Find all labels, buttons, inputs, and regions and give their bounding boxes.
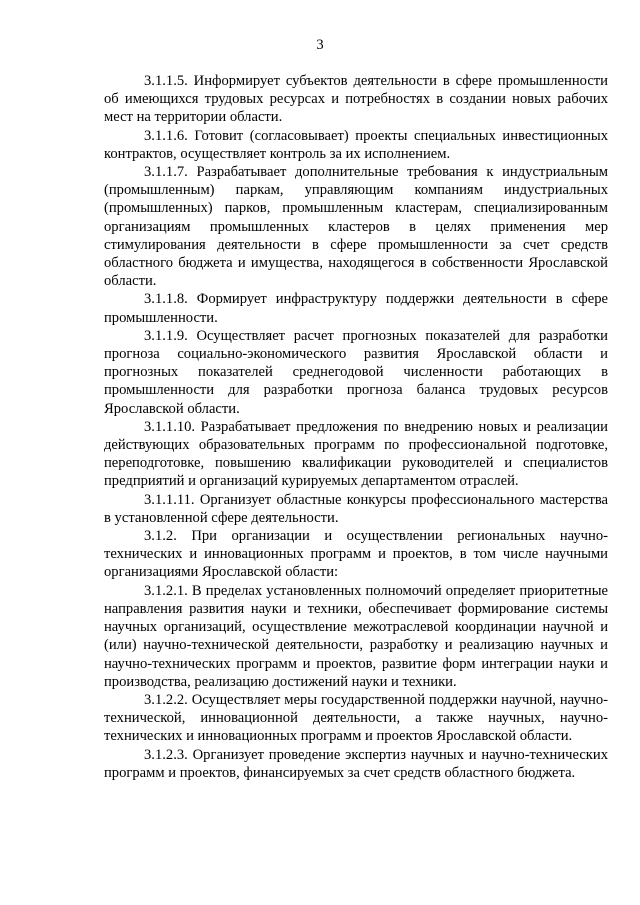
paragraph-3-1-1-7: 3.1.1.7. Разрабатывает дополнительные требования к индустриальным (промышленным) паркам, управляющим компаниям индустриальных (промышленных) парков, промышленным кластерам, специализированным организациям промышленных кластеров в целях применения мер стимулирования деятельности в сфере промышленности за счет средств областного бюджета и имущества, находящегося в собственности Ярославской области. [104, 164, 608, 290]
document-body [104, 72, 608, 782]
paragraph-3-1-2-2: 3.1.2.2. Осуществляет меры государственной поддержки научной, научно-технической, инновационной деятельности, а также научных, научно-технических и инновационных программ и проектов Ярославской области. [104, 691, 608, 745]
paragraph-3-1-1-9: 3.1.1.9. Осуществляет расчет прогнозных показателей для разработки прогноза социально-экономического развития Ярославской области и прогнозных показателей среднегодовой численности работающих в промышленности для разработки прогноза баланса трудовых ресурсов Ярославской области. [104, 327, 608, 417]
paragraph-3-1-2-3: 3.1.2.3. Организует проведение экспертиз научных и научно-технических программ и проектов, финансируемых за счет средств областного бюджета. [104, 746, 608, 781]
paragraph-3-1-1-11: 3.1.1.11. Организует областные конкурсы профессионального мастерства в установленной сфере деятельности. [104, 491, 608, 526]
paragraph-3-1-2-1: 3.1.2.1. В пределах установленных полномочий определяет приоритетные направления развития науки и техники, обеспечивает формирование системы научных организаций, осуществление межотраслевой координации научной и (или) научно-технической деятельности, разработку и реализацию научных и научно-технических программ и проектов, развитие форм интеграции науки и производства, реализацию достижений науки и техники. [104, 582, 608, 690]
paragraph-3-1-1-10: 3.1.1.10. Разрабатывает предложения по внедрению новых и реализации действующих образовательных программ по профессиональной подготовке, переподготовке, повышению квалификации руководителей и специалистов предприятий и организаций курируемых департаментом отраслей. [104, 418, 608, 490]
paragraph-3-1-1-5: 3.1.1.5. Информирует субъектов деятельности в сфере промышленности об имеющихся трудовых ресурсах и потребностях в создании новых рабочих мест на территории области. [104, 73, 608, 126]
paragraph-3-1-1-6: 3.1.1.6. Готовит (согласовывает) проекты специальных инвестиционных контрактов, осуществляет контроль за их исполнением. [104, 127, 608, 162]
paragraph-3-1-1-8: 3.1.1.8. Формирует инфраструктуру поддержки деятельности в сфере промышленности. [104, 291, 608, 326]
page-number: 3 [316, 37, 324, 53]
paragraph-3-1-2: 3.1.2. При организации и осуществлении региональных научно-технических и инновационных программ и проектов, в том числе научными организациями Ярославской области: [104, 528, 608, 581]
